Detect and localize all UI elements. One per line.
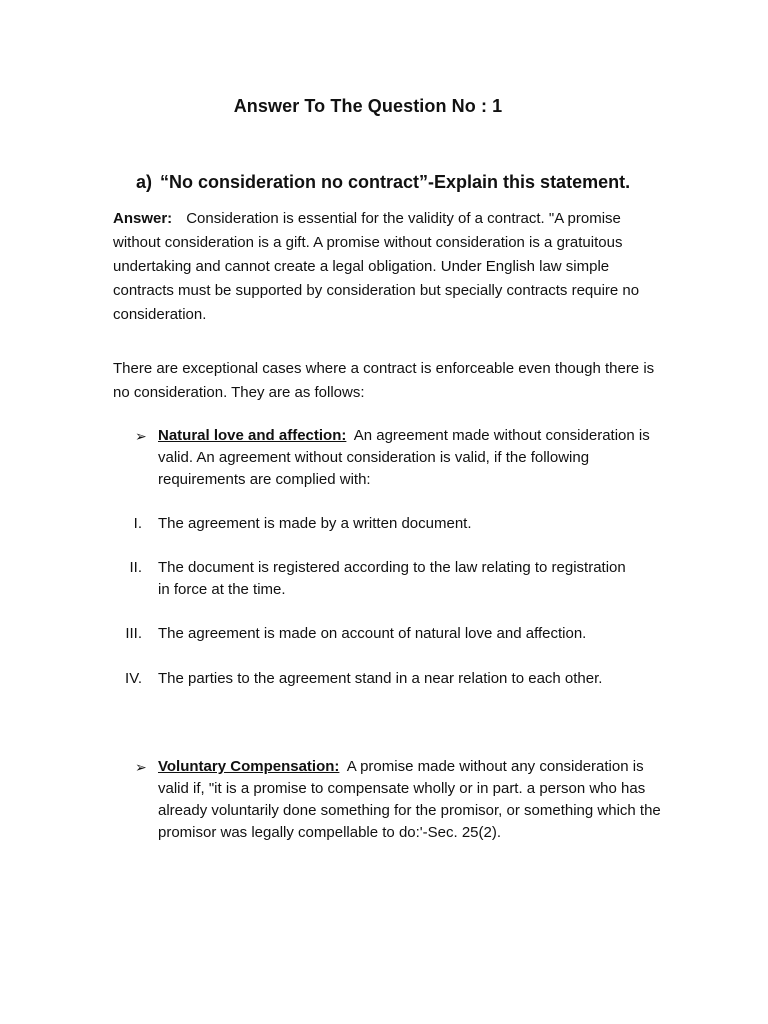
requirement-number: I. bbox=[133, 515, 142, 532]
arrow-bullet-icon: ➢ bbox=[135, 428, 147, 444]
intro-paragraph: There are exceptional cases where a contract is enforceable even though there is no consideration. They are as follows: bbox=[113, 360, 655, 401]
answer-paragraph bbox=[113, 207, 658, 327]
requirement-number: IV. bbox=[125, 670, 142, 687]
requirement-item bbox=[110, 623, 650, 645]
requirement-text: The agreement is made by a written document. bbox=[158, 515, 472, 532]
question-text: “No consideration no contract”-Explain this statement. bbox=[160, 172, 631, 192]
question-heading bbox=[136, 172, 630, 193]
answer-lead: Answer: bbox=[113, 210, 173, 227]
bullet-term: Natural love and affection: bbox=[158, 427, 347, 444]
requirement-number: III. bbox=[125, 625, 142, 642]
requirement-text: The document is registered according to the law relating to registration in force at the time. bbox=[158, 559, 626, 598]
page-title: Answer To The Question No : 1 bbox=[233, 96, 503, 116]
bullet-voluntary-compensation bbox=[135, 756, 665, 844]
requirement-text: The parties to the agreement stand in a near relation to each other. bbox=[158, 670, 603, 687]
bullet-natural-love bbox=[135, 425, 665, 491]
bullet-text: An agreement made without consideration is valid. An agreement without consideration is valid, if the following requirements are complied with: bbox=[158, 427, 650, 488]
requirement-number: II. bbox=[129, 559, 142, 576]
requirement-item bbox=[110, 668, 650, 690]
requirement-text: The agreement is made on account of natural love and affection. bbox=[158, 625, 587, 642]
requirement-item bbox=[110, 513, 650, 535]
bullet-text: A promise made without any consideration is valid if, "it is a promise to compensate wholly or in part. a person who has already voluntarily done something for the promisor, or something which the promisor was legally compellable to do:'-Sec. 25(2). bbox=[158, 758, 661, 841]
question-label: a) bbox=[136, 172, 153, 192]
answer-text: Consideration is essential for the validity of a contract. "A promise without consideration is a gift. A promise without consideration is a gratuitous undertaking and cannot create a legal obligation. Under English law simple contracts must be supported by consideration but specially contracts require no consideration. bbox=[113, 210, 640, 323]
arrow-bullet-icon: ➢ bbox=[135, 759, 147, 775]
requirement-item bbox=[110, 557, 650, 601]
bullet-body bbox=[158, 425, 665, 491]
bullet-body bbox=[158, 756, 665, 844]
bullet-term: Voluntary Compensation: bbox=[158, 758, 340, 775]
